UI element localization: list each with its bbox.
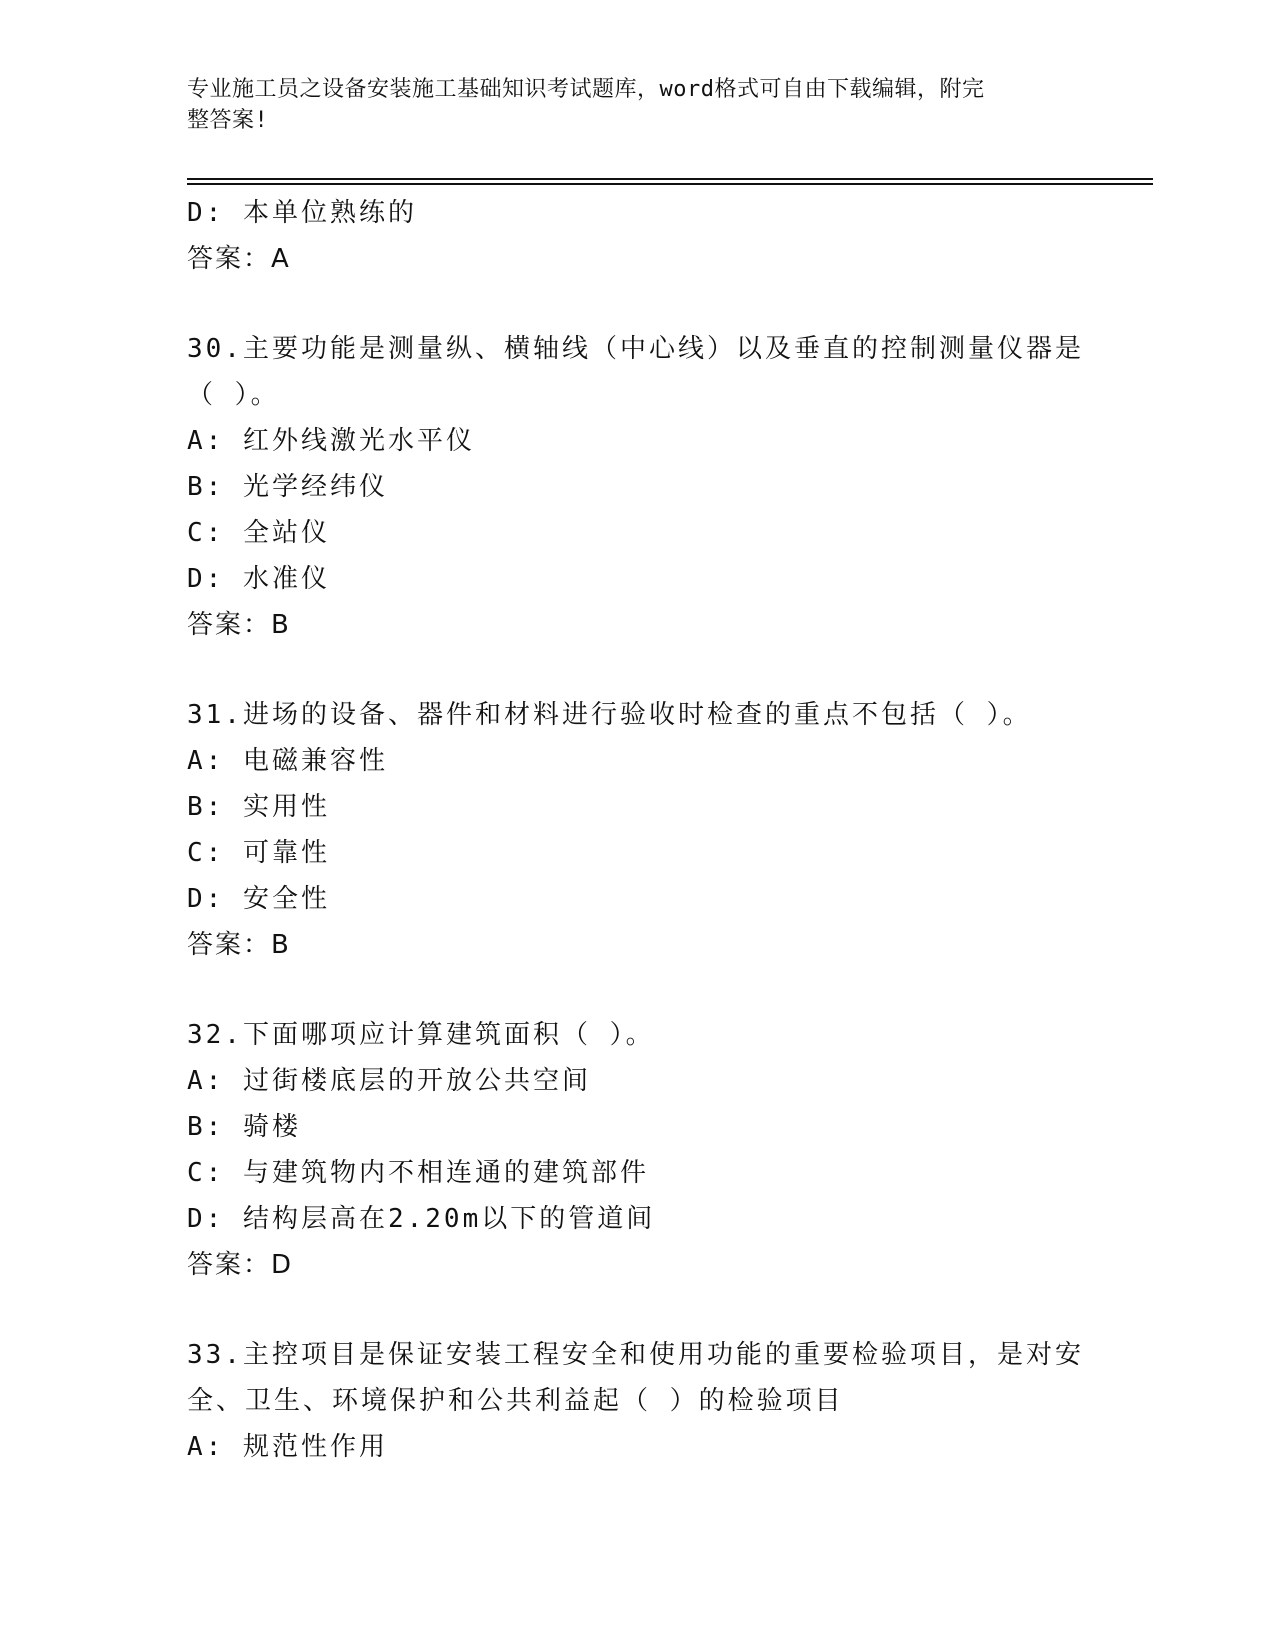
answer: 答案：B xyxy=(187,930,291,960)
option-c: C: 可靠性 xyxy=(187,838,330,868)
question-text-line-1: 30.主要功能是测量纵、横轴线（中心线）以及垂直的控制测量仪器是 xyxy=(187,334,1084,364)
question-text-line-1: 33.主控项目是保证安装工程安全和使用功能的重要检验项目，是对安 xyxy=(187,1340,1084,1370)
question-text-line-2: （ ）。 xyxy=(187,380,280,410)
header-rule-top xyxy=(187,178,1153,180)
option-d: D: 水准仪 xyxy=(187,564,330,594)
question-text-line-2: 全、卫生、环境保护和公共利益起（ ）的检验项目 xyxy=(187,1386,844,1416)
header-line-2: 整答案! xyxy=(187,108,269,133)
option-d: D: 本单位熟练的 xyxy=(187,198,417,228)
option-c: C: 与建筑物内不相连通的建筑部件 xyxy=(187,1158,649,1188)
spacer xyxy=(187,968,1087,1012)
question-30 xyxy=(187,326,1087,648)
spacer xyxy=(187,282,1087,326)
question-32 xyxy=(187,1012,1087,1288)
document-header xyxy=(187,74,1067,136)
option-b: B: 实用性 xyxy=(187,792,330,822)
option-d: D: 结构层高在2.20m以下的管道间 xyxy=(187,1204,656,1234)
question-list xyxy=(187,190,1087,1470)
question-29 xyxy=(187,190,1087,282)
header-rule-bottom xyxy=(187,183,1153,185)
option-d: D: 安全性 xyxy=(187,884,330,914)
option-c: C: 全站仪 xyxy=(187,518,330,548)
question-31 xyxy=(187,692,1087,968)
option-b: B: 骑楼 xyxy=(187,1112,301,1142)
spacer xyxy=(187,1288,1087,1332)
option-b: B: 光学经纬仪 xyxy=(187,472,388,502)
header-line-1: 专业施工员之设备安装施工基础知识考试题库，word格式可自由下载编辑，附完 xyxy=(187,77,985,102)
answer: 答案：A xyxy=(187,244,291,274)
question-33 xyxy=(187,1332,1087,1470)
option-a: A: 电磁兼容性 xyxy=(187,746,388,776)
question-text-line-1: 31.进场的设备、器件和材料进行验收时检查的重点不包括（ ）。 xyxy=(187,700,1032,730)
question-text-line-1: 32.下面哪项应计算建筑面积（ ）。 xyxy=(187,1020,655,1050)
option-a: A: 规范性作用 xyxy=(187,1432,388,1462)
option-a: A: 红外线激光水平仪 xyxy=(187,426,475,456)
answer: 答案：B xyxy=(187,610,291,640)
answer: 答案：D xyxy=(187,1250,294,1280)
option-a: A: 过街楼底层的开放公共空间 xyxy=(187,1066,591,1096)
spacer xyxy=(187,648,1087,692)
